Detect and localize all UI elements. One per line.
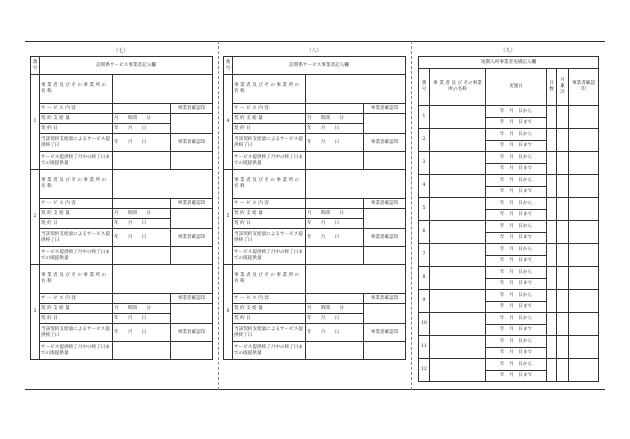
- stamp-label: 事業者確認印: [171, 104, 213, 114]
- days-cell[interactable]: [547, 221, 557, 244]
- provider-name-value[interactable]: [113, 75, 213, 104]
- service-content-value[interactable]: [113, 199, 171, 209]
- total-cell[interactable]: [557, 175, 569, 198]
- provider-name-cell[interactable]: [430, 152, 486, 175]
- stamp-box[interactable]: [364, 209, 406, 229]
- provider-name-value[interactable]: [113, 170, 213, 199]
- stamp-label: 事業者確認印: [171, 294, 213, 304]
- entry-number: 4: [224, 75, 233, 170]
- contract-amount-value[interactable]: 月 時間 分: [113, 114, 171, 124]
- contract-amount-label: 契 約 支 給 量: [233, 209, 306, 219]
- days-cell[interactable]: [547, 106, 557, 129]
- stamp-cell[interactable]: [569, 244, 599, 267]
- row-number: 6: [419, 221, 430, 244]
- date-to[interactable]: 年 月 日まで: [486, 348, 547, 359]
- used-amount-value[interactable]: [306, 247, 364, 265]
- contract-amount-label: 契 約 支 給 量: [40, 209, 113, 219]
- date-from[interactable]: 年 月 日から: [486, 106, 547, 118]
- total-cell[interactable]: [557, 106, 569, 129]
- row-number: 1: [419, 106, 430, 129]
- date-to[interactable]: 年 月 日まで: [486, 233, 547, 244]
- entry-number: 3: [31, 265, 40, 360]
- panel-short-stay: [418, 47, 598, 382]
- stamp-cell[interactable]: [569, 198, 599, 221]
- row-number: 5: [419, 198, 430, 221]
- stamp-cell[interactable]: [569, 175, 599, 198]
- contract-date-label: 契 約 日: [233, 314, 306, 324]
- end-date-label: 当該契約支給量によるサービス提供終了日: [233, 229, 306, 247]
- header-provider-name: 事 業 者 及 び その事業所の名称: [430, 69, 486, 106]
- date-from[interactable]: 年 月 日から: [486, 129, 547, 141]
- short-stay-title: 短期入所事業者実績記入欄: [419, 57, 599, 69]
- used-amount-value[interactable]: [113, 247, 171, 265]
- used-amount-label: サービス提供終了月中の終了日までの既提供量: [233, 247, 306, 265]
- header-date: 実施日: [486, 69, 547, 106]
- date-to[interactable]: 年 月 日まで: [486, 371, 547, 382]
- end-date-value[interactable]: 年 月 日: [113, 229, 171, 247]
- stamp-cell[interactable]: [569, 267, 599, 290]
- total-cell[interactable]: [557, 313, 569, 336]
- contract-date-value[interactable]: 年 月 日: [306, 124, 364, 134]
- provider-name-value[interactable]: [306, 170, 406, 199]
- stamp-label: 事業者確認印: [364, 104, 406, 114]
- provider-name-cell[interactable]: [430, 175, 486, 198]
- row-number: 10: [419, 313, 430, 336]
- total-cell[interactable]: [557, 221, 569, 244]
- service-content-value[interactable]: [113, 104, 171, 114]
- total-cell[interactable]: [557, 129, 569, 152]
- used-amount-label: サービス提供終了月中の終了日までの既提供量: [40, 342, 113, 360]
- contract-date-label: 契 約 日: [233, 124, 306, 134]
- header-month-total: 月累計: [557, 69, 569, 106]
- header-number: 番号: [224, 57, 233, 75]
- visit-service-title: 訪問系サービス事業者記入欄: [233, 57, 406, 75]
- contract-amount-label: 契 約 支 給 量: [233, 114, 306, 124]
- service-content-label: サ ー ビ ス 内 容: [233, 199, 306, 209]
- provider-name-cell[interactable]: [430, 313, 486, 336]
- date-from[interactable]: 年 月 日から: [486, 198, 547, 210]
- row-number: 9: [419, 290, 430, 313]
- provider-name-cell[interactable]: [430, 359, 486, 382]
- end-date-value[interactable]: 年 月 日: [113, 324, 171, 342]
- entry-number: 6: [224, 265, 233, 360]
- service-content-label: サ ー ビ ス 内 容: [40, 199, 113, 209]
- used-amount-label: サービス提供終了月中の終了日までの既提供量: [40, 152, 113, 170]
- contract-amount-label: 契 約 支 給 量: [233, 304, 306, 314]
- service-content-value[interactable]: [113, 294, 171, 304]
- date-from[interactable]: 年 月 日から: [486, 290, 547, 302]
- stamp-label: 事業者確認印: [171, 199, 213, 209]
- contract-date-label: 契 約 日: [40, 124, 113, 134]
- provider-name-cell[interactable]: [430, 198, 486, 221]
- contract-date-label: 契 約 日: [40, 314, 113, 324]
- provider-name-label: 事 業 者 及 び そ の 事 業 所 の 名 称: [233, 75, 306, 104]
- provider-name-cell[interactable]: [430, 290, 486, 313]
- fold-line-1: [218, 41, 219, 390]
- date-to[interactable]: 年 月 日まで: [486, 187, 547, 198]
- used-amount-value[interactable]: [306, 342, 364, 360]
- provider-name-cell[interactable]: [430, 336, 486, 359]
- stamp-box[interactable]: [364, 304, 406, 324]
- end-stamp-label: 事業者確認印: [364, 134, 406, 152]
- end-date-value[interactable]: 年 月 日: [113, 134, 171, 152]
- contract-date-value[interactable]: 年 月 日: [306, 314, 364, 324]
- provider-name-value[interactable]: [113, 265, 213, 294]
- contract-amount-value[interactable]: 月 時間 分: [306, 114, 364, 124]
- provider-name-label: 事 業 者 及 び そ の 事 業 所 の 名 称: [233, 170, 306, 199]
- panel-visit-service-2: [223, 47, 405, 360]
- stamp-cell[interactable]: [569, 106, 599, 129]
- contract-date-value[interactable]: 年 月 日: [113, 124, 171, 134]
- stamp-cell[interactable]: [569, 129, 599, 152]
- date-to[interactable]: 年 月 日まで: [486, 210, 547, 221]
- service-content-value[interactable]: [306, 294, 364, 304]
- short-stay-table: [418, 56, 599, 382]
- row-number: 11: [419, 336, 430, 359]
- total-cell[interactable]: [557, 267, 569, 290]
- panel-number: （七）: [113, 48, 129, 54]
- stamp-cell[interactable]: [569, 313, 599, 336]
- total-cell[interactable]: [557, 198, 569, 221]
- header-number: 番号: [31, 57, 40, 75]
- end-date-label: 当該契約支給量によるサービス提供終了日: [40, 229, 113, 247]
- date-from[interactable]: 年 月 日から: [486, 244, 547, 256]
- visit-service-table: [30, 56, 213, 360]
- header-days: 日数: [547, 69, 557, 106]
- date-to[interactable]: 年 月 日まで: [486, 164, 547, 175]
- contract-amount-value[interactable]: 月 時間 分: [306, 304, 364, 314]
- end-stamp-box[interactable]: [364, 152, 406, 170]
- stamp-box[interactable]: [364, 114, 406, 134]
- used-amount-value[interactable]: [113, 342, 171, 360]
- date-from[interactable]: 年 月 日から: [486, 175, 547, 187]
- date-from[interactable]: 年 月 日から: [486, 313, 547, 325]
- contract-amount-value[interactable]: 月 時間 分: [306, 209, 364, 219]
- header-number: 番号: [419, 69, 430, 106]
- service-content-value[interactable]: [306, 199, 364, 209]
- row-number: 8: [419, 267, 430, 290]
- provider-name-cell[interactable]: [430, 244, 486, 267]
- date-to[interactable]: 年 月 日まで: [486, 279, 547, 290]
- end-date-label: 当該契約支給量によるサービス提供終了日: [233, 134, 306, 152]
- date-from[interactable]: 年 月 日から: [486, 152, 547, 164]
- contract-amount-value[interactable]: 月 時間 分: [113, 304, 171, 314]
- contract-date-label: 契 約 日: [40, 219, 113, 229]
- end-date-value[interactable]: 年 月 日: [306, 229, 364, 247]
- stamp-box[interactable]: [171, 114, 213, 134]
- stamp-box[interactable]: [171, 304, 213, 324]
- used-amount-label: サービス提供終了月中の終了日までの既提供量: [40, 247, 113, 265]
- end-stamp-box[interactable]: [171, 152, 213, 170]
- provider-name-label: 事 業 者 及 び そ の 事 業 所 の 名 称: [40, 265, 113, 294]
- date-from[interactable]: 年 月 日から: [486, 336, 547, 348]
- end-stamp-label: 事業者確認印: [364, 229, 406, 247]
- end-stamp-label: 事業者確認印: [171, 324, 213, 342]
- date-to[interactable]: 年 月 日まで: [486, 256, 547, 267]
- visit-service-table: [223, 56, 406, 360]
- end-date-value[interactable]: 年 月 日: [306, 134, 364, 152]
- contract-amount-label: 契 約 支 給 量: [40, 114, 113, 124]
- end-stamp-label: 事業者確認印: [364, 324, 406, 342]
- entry-number: 5: [224, 170, 233, 265]
- stamp-box[interactable]: [171, 209, 213, 229]
- date-from[interactable]: 年 月 日から: [486, 267, 547, 279]
- days-cell[interactable]: [547, 152, 557, 175]
- date-to[interactable]: 年 月 日まで: [486, 141, 547, 152]
- date-to[interactable]: 年 月 日まで: [486, 325, 547, 336]
- date-from[interactable]: 年 月 日から: [486, 359, 547, 371]
- end-stamp-box[interactable]: [364, 342, 406, 360]
- service-content-label: サ ー ビ ス 内 容: [233, 294, 306, 304]
- fold-line-2: [411, 41, 412, 390]
- days-cell[interactable]: [547, 129, 557, 152]
- days-cell[interactable]: [547, 313, 557, 336]
- header-stamp: 事業者確認印: [569, 69, 599, 106]
- row-number: 7: [419, 244, 430, 267]
- days-cell[interactable]: [547, 359, 557, 382]
- total-cell[interactable]: [557, 290, 569, 313]
- provider-name-cell[interactable]: [430, 129, 486, 152]
- end-stamp-label: 事業者確認印: [171, 229, 213, 247]
- contract-amount-label: 契 約 支 給 量: [40, 304, 113, 314]
- end-date-label: 当該契約支給量によるサービス提供終了日: [40, 324, 113, 342]
- total-cell[interactable]: [557, 359, 569, 382]
- total-cell[interactable]: [557, 152, 569, 175]
- used-amount-label: サービス提供終了月中の終了日までの既提供量: [233, 152, 306, 170]
- stamp-cell[interactable]: [569, 221, 599, 244]
- entry-number: 1: [31, 75, 40, 170]
- total-cell[interactable]: [557, 336, 569, 359]
- stamp-cell[interactable]: [569, 152, 599, 175]
- stamp-label: 事業者確認印: [364, 199, 406, 209]
- provider-name-value[interactable]: [306, 265, 406, 294]
- provider-name-cell[interactable]: [430, 221, 486, 244]
- provider-name-label: 事 業 者 及 び そ の 事 業 所 の 名 称: [40, 170, 113, 199]
- date-to[interactable]: 年 月 日まで: [486, 302, 547, 313]
- entry-number: 2: [31, 170, 40, 265]
- provider-name-value[interactable]: [306, 75, 406, 104]
- used-amount-value[interactable]: [306, 152, 364, 170]
- panel-number: （九）: [500, 48, 516, 54]
- row-number: 3: [419, 152, 430, 175]
- stamp-cell[interactable]: [569, 359, 599, 382]
- end-date-label: 当該契約支給量によるサービス提供終了日: [40, 134, 113, 152]
- end-stamp-label: 事業者確認印: [171, 134, 213, 152]
- row-number: 4: [419, 175, 430, 198]
- provider-name-cell[interactable]: [430, 106, 486, 129]
- service-content-label: サ ー ビ ス 内 容: [233, 104, 306, 114]
- days-cell[interactable]: [547, 336, 557, 359]
- end-stamp-box[interactable]: [171, 342, 213, 360]
- end-date-value[interactable]: 年 月 日: [306, 324, 364, 342]
- panel-number: （八）: [306, 48, 322, 54]
- date-from[interactable]: 年 月 日から: [486, 221, 547, 233]
- used-amount-label: サービス提供終了月中の終了日までの既提供量: [233, 342, 306, 360]
- contract-date-value[interactable]: 年 月 日: [113, 219, 171, 229]
- days-cell[interactable]: [547, 175, 557, 198]
- provider-name-label: 事 業 者 及 び そ の 事 業 所 の 名 称: [233, 265, 306, 294]
- contract-date-value[interactable]: 年 月 日: [306, 219, 364, 229]
- provider-name-label: 事 業 者 及 び そ の 事 業 所 の 名 称: [40, 75, 113, 104]
- contract-date-label: 契 約 日: [233, 219, 306, 229]
- row-number: 12: [419, 359, 430, 382]
- panel-visit-service-1: [30, 47, 212, 360]
- days-cell[interactable]: [547, 244, 557, 267]
- service-content-value[interactable]: [306, 104, 364, 114]
- date-to[interactable]: 年 月 日まで: [486, 118, 547, 129]
- total-cell[interactable]: [557, 244, 569, 267]
- stamp-cell[interactable]: [569, 290, 599, 313]
- service-content-label: サ ー ビ ス 内 容: [40, 294, 113, 304]
- stamp-cell[interactable]: [569, 336, 599, 359]
- used-amount-value[interactable]: [113, 152, 171, 170]
- days-cell[interactable]: [547, 290, 557, 313]
- visit-service-title: 訪問系サービス事業者記入欄: [40, 57, 213, 75]
- row-number: 2: [419, 129, 430, 152]
- days-cell[interactable]: [547, 198, 557, 221]
- days-cell[interactable]: [547, 267, 557, 290]
- contract-date-value[interactable]: 年 月 日: [113, 314, 171, 324]
- provider-name-cell[interactable]: [430, 267, 486, 290]
- end-date-label: 当該契約支給量によるサービス提供終了日: [233, 324, 306, 342]
- end-stamp-box[interactable]: [171, 247, 213, 265]
- contract-amount-value[interactable]: 月 時間 分: [113, 209, 171, 219]
- stamp-label: 事業者確認印: [364, 294, 406, 304]
- service-content-label: サ ー ビ ス 内 容: [40, 104, 113, 114]
- end-stamp-box[interactable]: [364, 247, 406, 265]
